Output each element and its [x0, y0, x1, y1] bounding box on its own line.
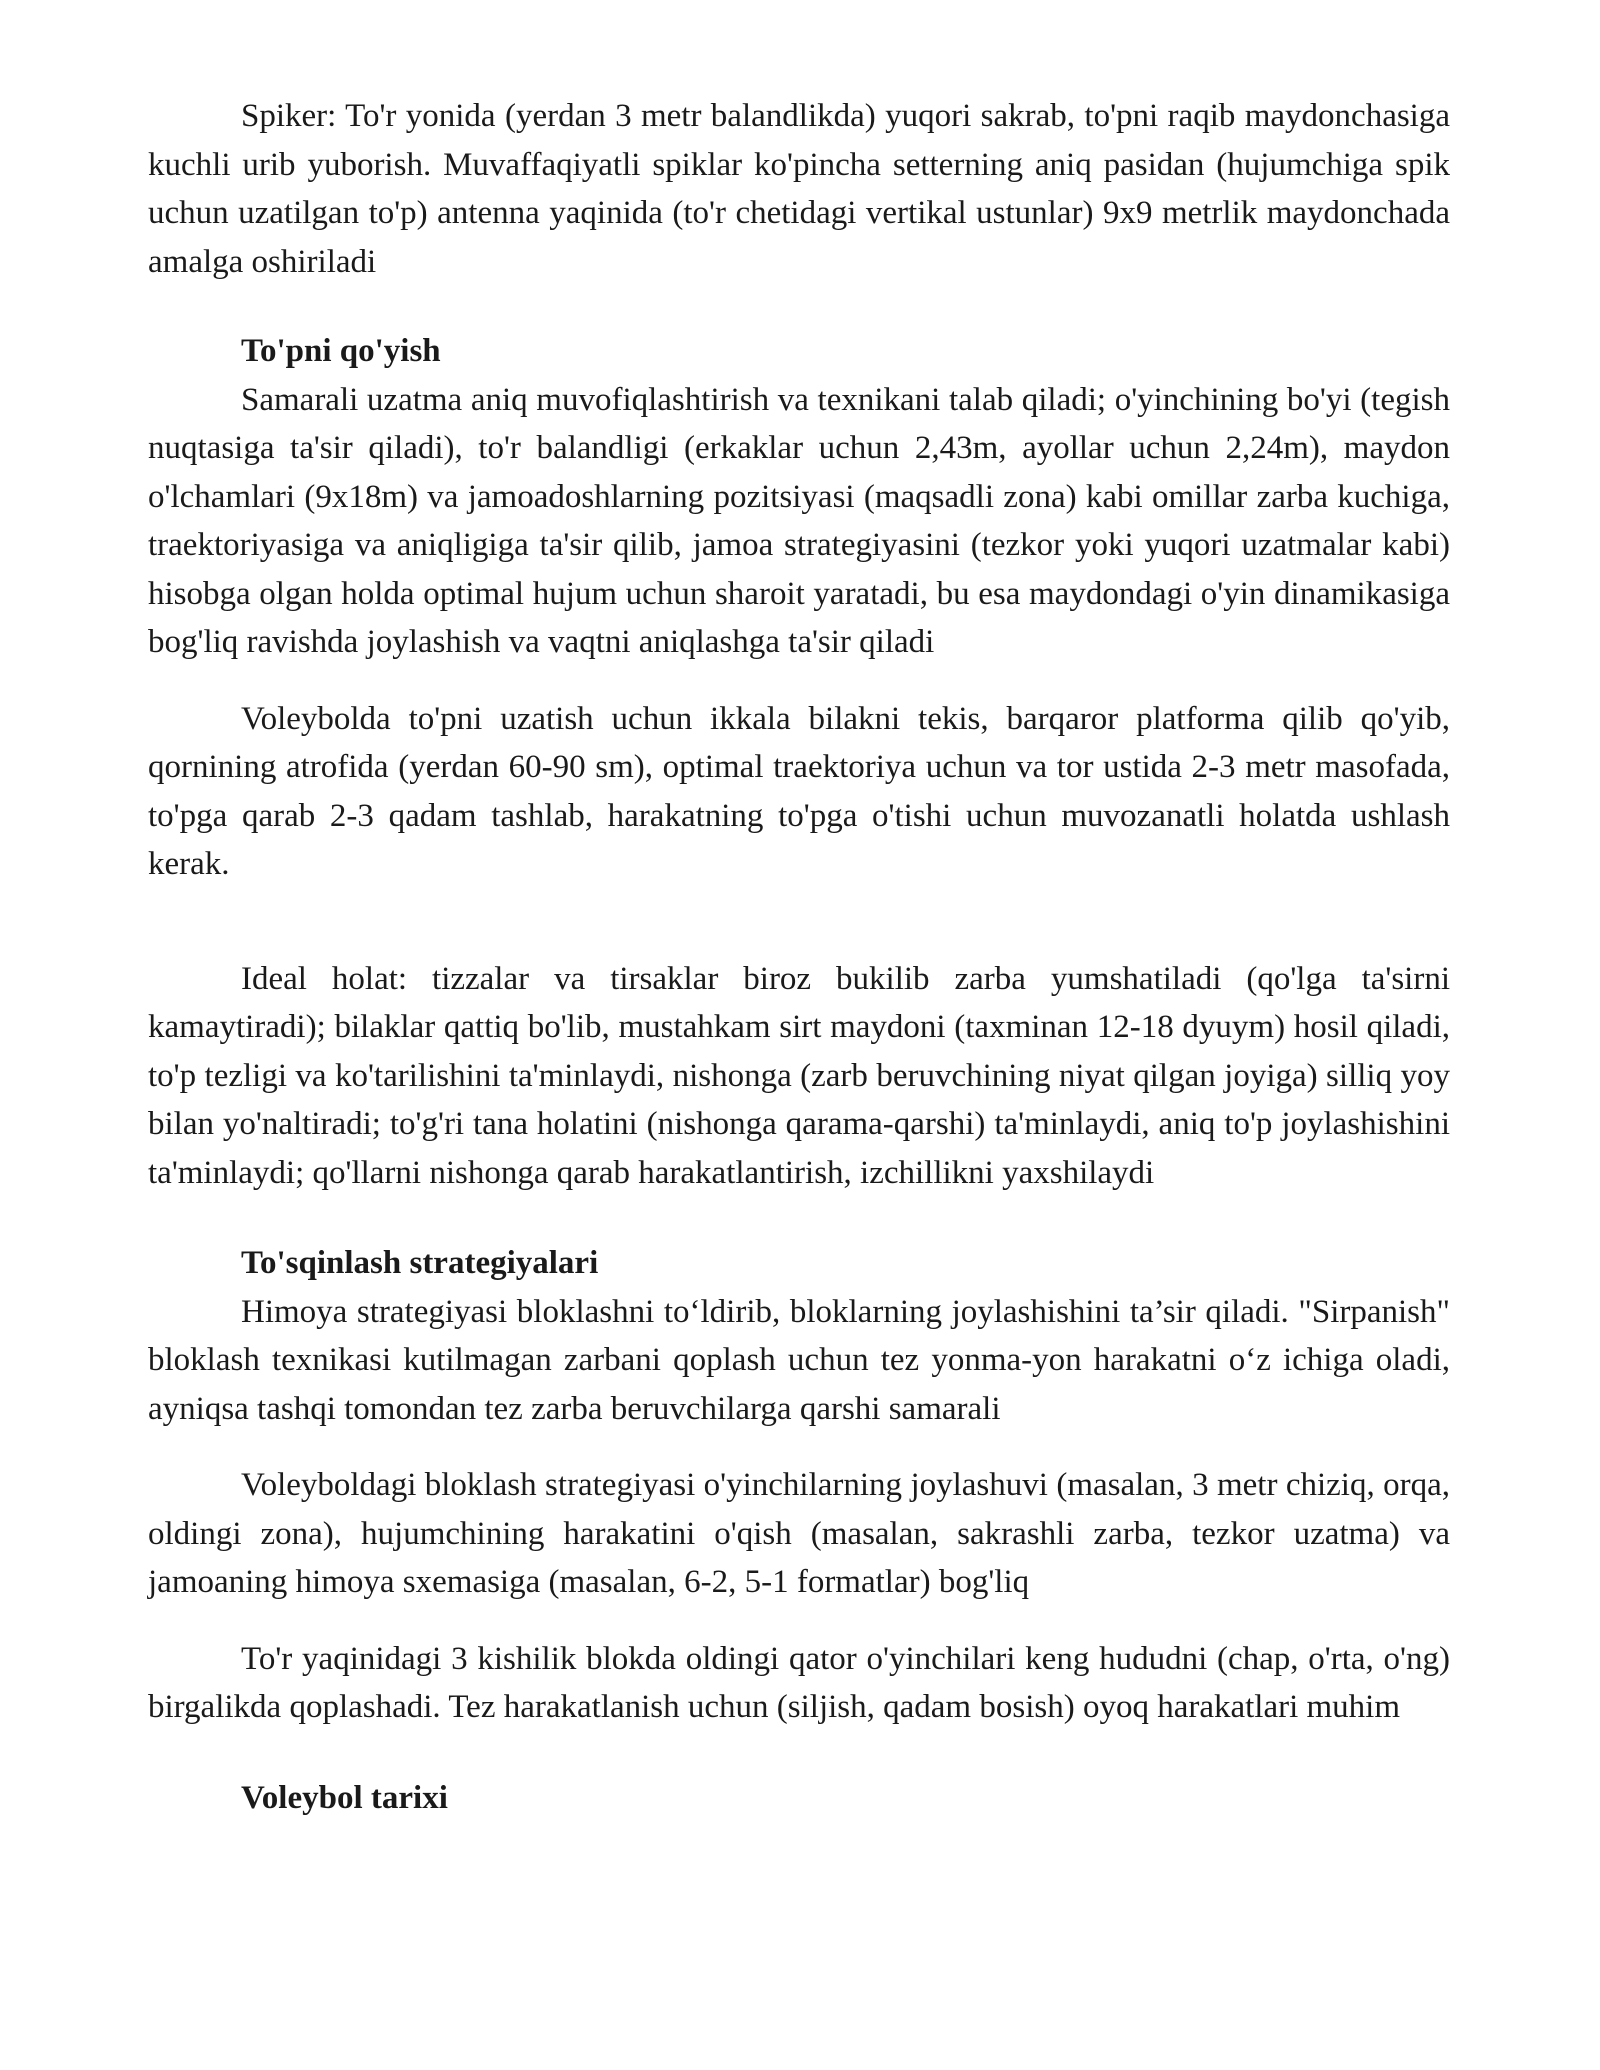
paragraph-uch-kishilik-blok: To'r yaqinidagi 3 kishilik blokda oldingi qator o'yinchilari keng hududni (chap, o'rta, o'ng) birgalikda qoplashadi. Tez harakatlanish uchun (siljish, qadam bosish) oyoq harakatlari muhim [148, 1640, 1450, 1725]
paragraph-bloklash-strategiyasi: Voleyboldagi bloklash strategiyasi o'yinchilarning joylashuvi (masalan, 3 metr chiziq, orqa, oldingi zona), hujumchining harakatini o'qish (masalan, sakrashli zarba, tezkor uzatma) va jamoaning himoya sxemasiga (masalan, 6-2, 5-1 formatlar) bog'liq [148, 1467, 1450, 1600]
paragraph-ideal-holat: Ideal holat: tizzalar va tirsaklar biroz bukilib zarba yumshatiladi (qo'lga ta'sirni kamaytiradi); bilaklar qattiq bo'lib, mustahkam sirt maydoni (taxminan 12-18 dyuym) hosil qiladi, to'p tezligi va ko'tarilishini ta'minlaydi, nishonga (zarb beruvchining niyat qilgan joyiga) silliq yoy bilan yo'naltiradi; to'g'ri tana holatini (nishonga qarama-qarshi) ta'minlaydi, aniq to'p joylashishini ta'minlaydi; qo'llarni nishonga qarab harakatlantirish, izchillikni yaxshilaydi [148, 960, 1450, 1191]
paragraph-himoya-strategiyasi: Himoya strategiyasi bloklashni to‘ldirib, bloklarning joylashishini ta’sir qiladi. "Sirpanish" bloklash texnikasi kutilmagan zarbani qoplash uchun tez yonma-yon harakatni o‘z ichiga oladi, ayniqsa tashqi tomondan tez zarba beruvchilarga qarshi samarali [148, 1293, 1450, 1427]
heading-voleybol-tarixi: Voleybol tarixi [241, 1779, 448, 1816]
paragraph-samarali-uzatma: Samarali uzatma aniq muvofiqlashtirish va texnikani talab qiladi; o'yinchining bo'yi (tegish nuqtasiga ta'sir qiladi), to'r balandligi (erkaklar uchun 2,43m, ayollar uchun 2,24m), maydon o'lchamlari (9x18m) va jamoadoshlarning pozitsiyasi (maqsadli zona) kabi omillar zarba kuchiga, traektoriyasiga va aniqligiga ta'sir qilib, jamoa strategiyasini (tezkor yoki yuqori uzatmalar kabi) hisobga olgan holda optimal hujum uchun sharoit yaratadi, bu esa maydondagi o'yin dinamikasiga bog'liq ravishda joylashish va vaqtni aniqlashga ta'sir qiladi [148, 381, 1450, 660]
heading-topni-qoyish: To'pni qo'yish [241, 333, 441, 369]
heading-tosqinlash-strategiyalari: To'sqinlash strategiyalari [241, 1245, 599, 1281]
paragraph-topni-uzatish: Voleybolda to'pni uzatish uchun ikkala bilakni tekis, barqaror platforma qilib qo'yib, qornining atrofida (yerdan 60-90 sm), optimal traektoriya uchun va tor ustida 2-3 metr masofada, to'pga qarab 2-3 qadam tashlab, harakatning to'pga o'tishi uchun muvozanatli holatda ushlash kerak. [148, 700, 1450, 882]
paragraph-spiker: Spiker: To'r yonida (yerdan 3 metr balandlikda) yuqori sakrab, to'pni raqib maydonchasiga kuchli urib yuborish. Muvaffaqiyatli spiklar ko'pincha setterning aniq pasidan (hujumchiga spik uchun uzatilgan to'p) antenna yaqinida (to'r chetidagi vertikal ustunlar) 9x9 metrlik maydonchada amalga oshiriladi [148, 98, 1450, 280]
document-page [148, 92, 1450, 1822]
